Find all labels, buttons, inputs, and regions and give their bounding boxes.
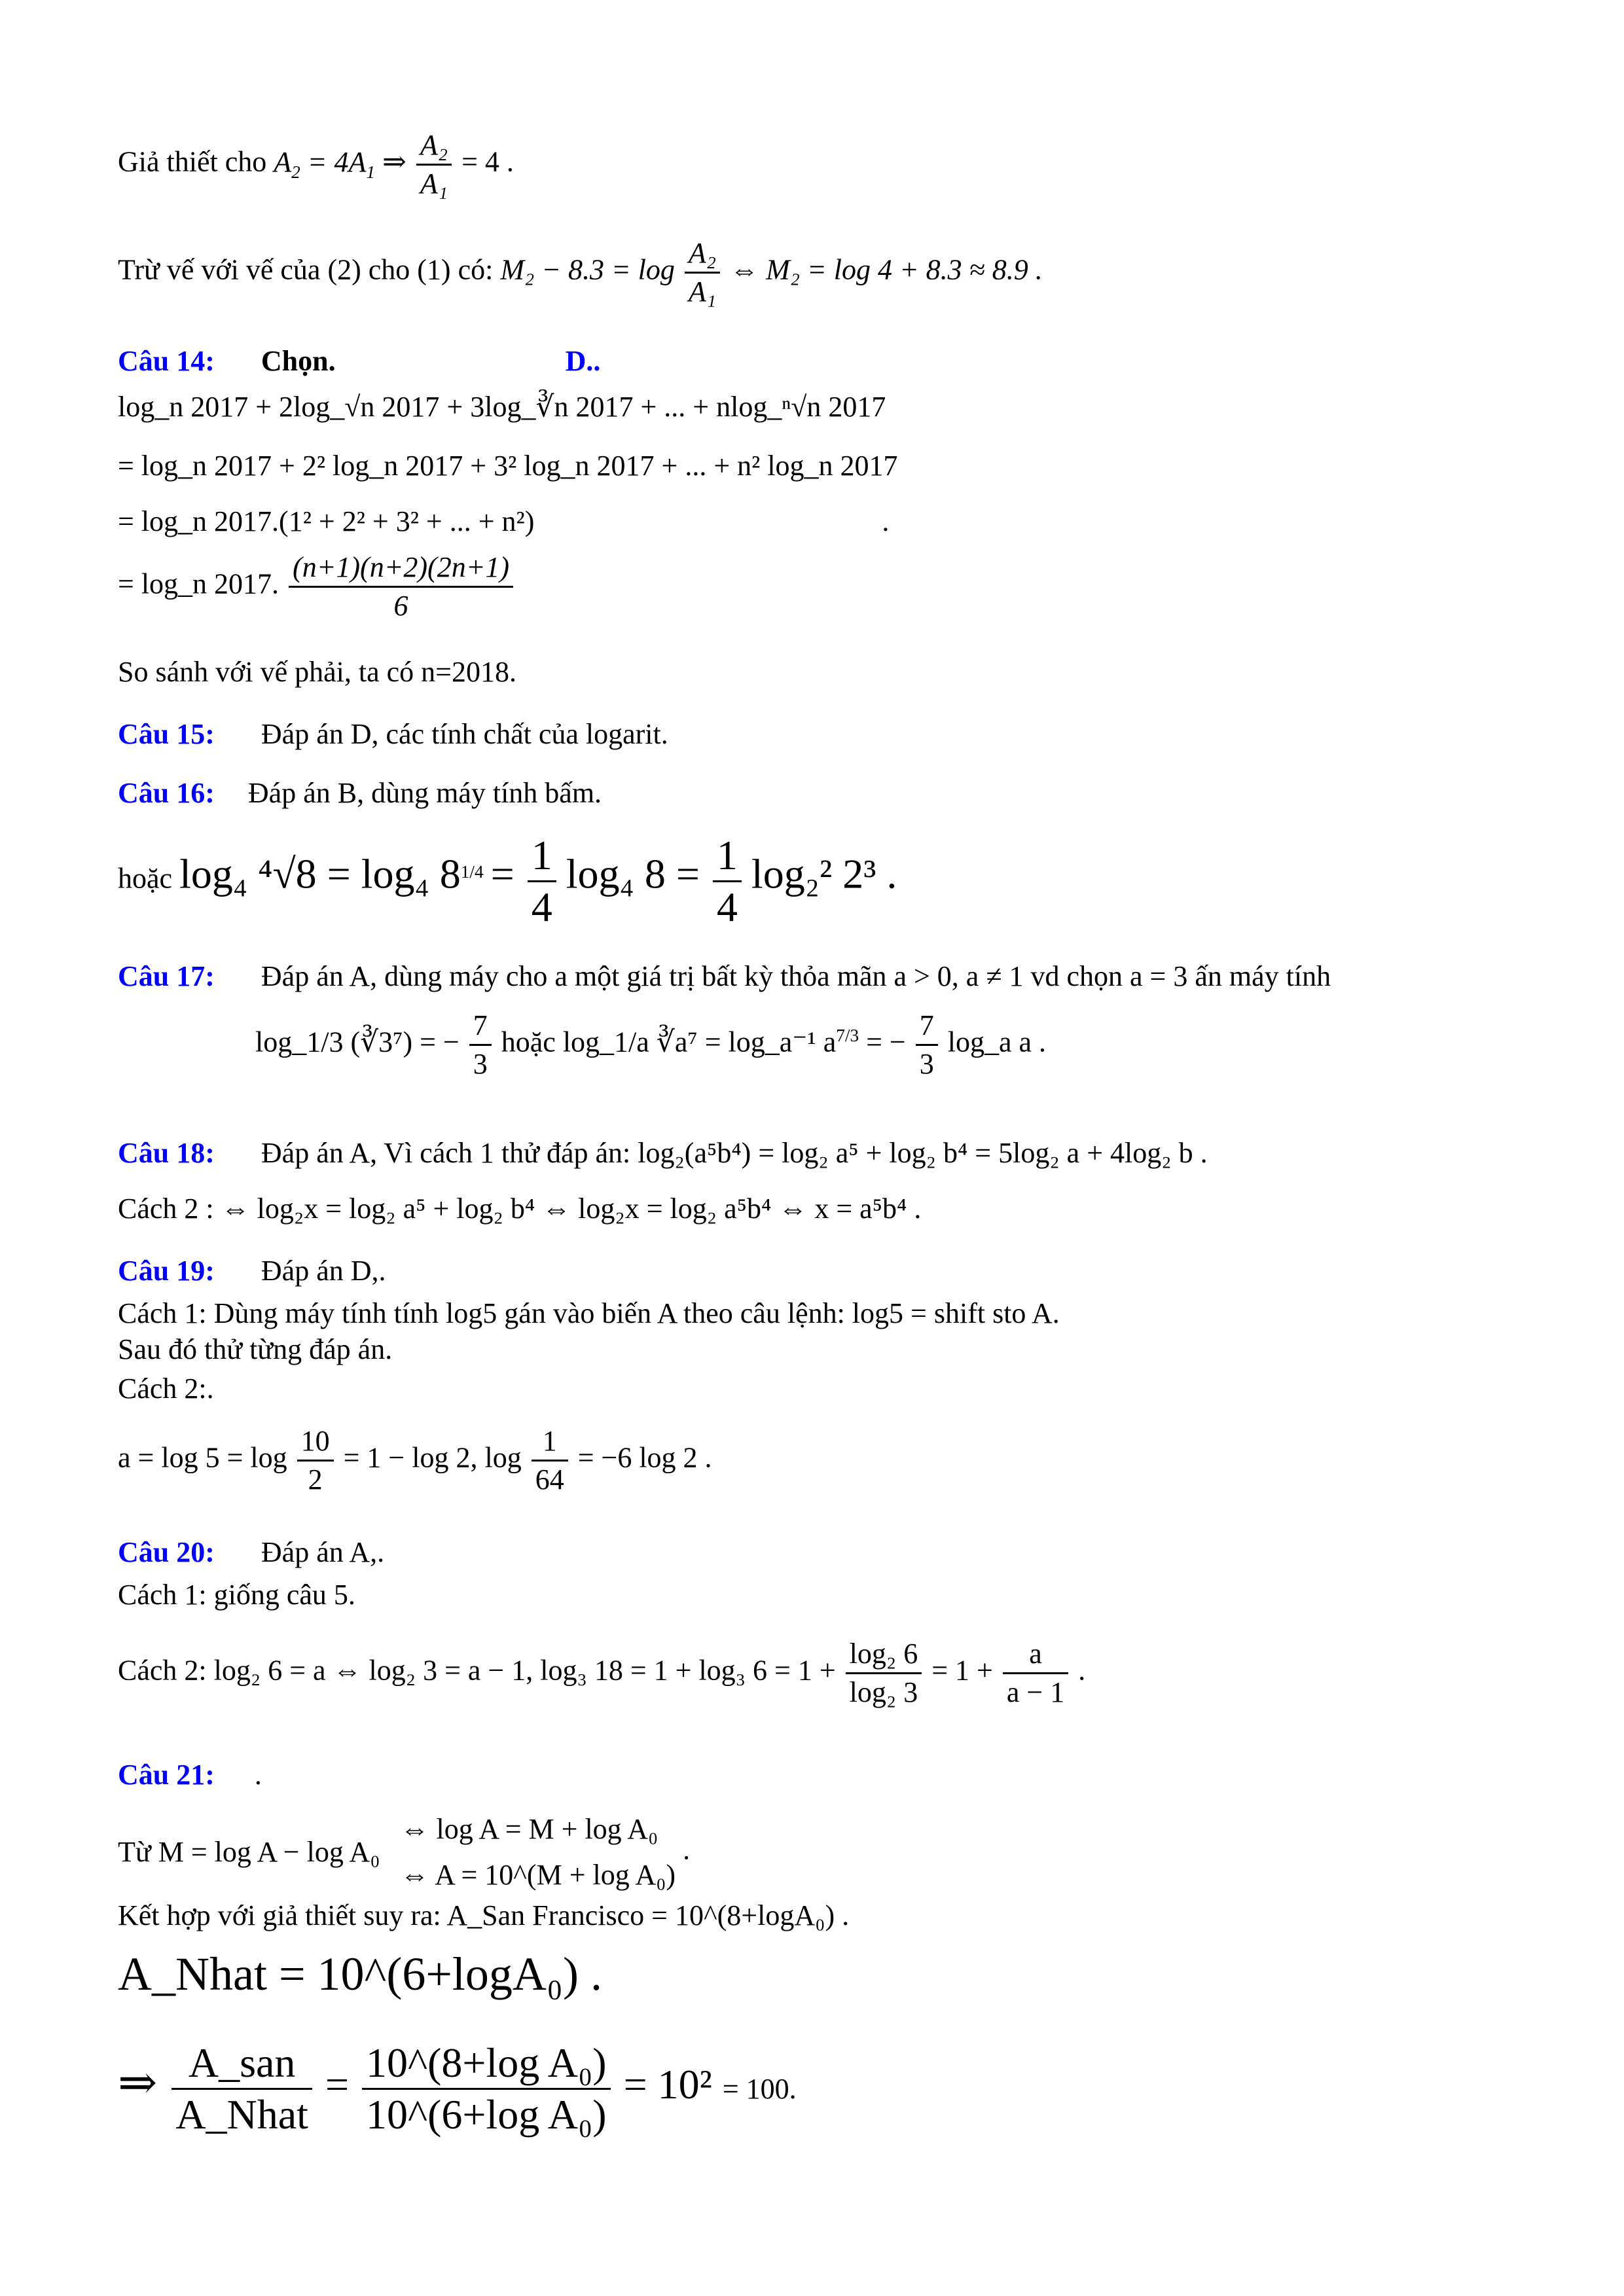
- q18-label: Câu 18:: [118, 1137, 215, 1169]
- q20-fraction-2: $\frac{a}{a - 1}$: [1003, 1640, 1068, 1707]
- q21-from: Từ M = log A − log A₀ ⇔ log A = M + log A₀ ⇔ A = 10^(M + log A₀) .: [118, 1806, 690, 1899]
- q16-text: Đáp án B, dùng máy tính bấm.: [247, 777, 602, 809]
- q16-label: Câu 16:: [118, 777, 215, 809]
- subtract-math-1: M₂ − 8.3 = log: [500, 253, 675, 286]
- q14-eq-4-fraction: $\frac{(n+1)(n+2)(2n+1)}{6}$: [289, 553, 513, 620]
- q20-line: [118, 1538, 384, 1567]
- q15-label: Câu 15:: [118, 718, 215, 750]
- q15-line: [118, 720, 668, 749]
- q15-text: Đáp án D, các tính chất của logarit.: [261, 718, 668, 750]
- q21-final-fraction-1: $\frac{\text{A\_san}}{\text{A\_Nhat}}$: [171, 2042, 312, 2136]
- given-end: = 4 .: [461, 145, 514, 178]
- q21-nhat: A_Nhat = 10^(6+logA₀) .: [118, 1948, 603, 2000]
- q18-method-2: Cách 2 : ⇔ log₂x = log₂ a⁵ + log₂ b⁴ ⇔ log₂x = log₂ a⁵b⁴ ⇔ x = a⁵b⁴ .: [118, 1193, 922, 1225]
- q21-combine: Kết hợp với giả thiết suy ra: A_San Francisco = 10^(8+logA₀) .: [118, 1899, 850, 1931]
- q14-answer: D..: [565, 345, 601, 377]
- q14-conclusion: So sánh với vế phải, ta có n=2018.: [118, 656, 516, 688]
- q19-method-2: Cách 2:.: [118, 1372, 214, 1405]
- q14-eq-1: log_n 2017 + 2log_√n 2017 + 3log_∛n 2017 + ... + nlog_ⁿ√n 2017: [118, 391, 886, 423]
- subtract-text: Trừ vế với vế của (2) cho (1) có:: [118, 253, 501, 286]
- given-arrow: ⇒: [382, 145, 414, 178]
- given-text: Giả thiết cho: [118, 145, 274, 178]
- q21-system: ⇔ log A = M + log A₀ ⇔ A = 10^(M + log A₀): [400, 1813, 676, 1892]
- q17-text: Đáp án A, dùng máy cho a một giá trị bất kỳ thỏa mãn a > 0, a ≠ 1 vd chọn a = 3 ấn máy tính: [261, 960, 1331, 992]
- subtract-fraction: $\frac{\text{A₂}}{\text{A₁}}$: [685, 239, 720, 306]
- q17-line: [118, 962, 1331, 991]
- q20-text: Đáp án A,.: [261, 1536, 385, 1568]
- q20-label: Câu 20:: [118, 1536, 215, 1568]
- q18-text: Đáp án A, Vì cách 1 thử đáp án: log₂(a⁵b⁴) = log₂ a⁵ + log₂ b⁴ = 5log₂ a + 4log₂ b .: [261, 1137, 1208, 1169]
- q17-label: Câu 17:: [118, 960, 215, 992]
- q16-fraction-2: $\frac{1}{4}$: [713, 834, 742, 928]
- q14-eq-4: = log_n 2017. $\frac{(n+1)(n+2)(2n+1)}{6}$: [118, 553, 516, 620]
- q20-fraction-1: $\frac{\text{log₂ 6}}{\text{log₂ 3}}$: [846, 1640, 922, 1707]
- q21-final: ⇒ $\frac{\text{A\_san}}{\text{A\_Nhat}}$ = $\frac{\text{10\textasciicircum{}(8+log A₀)}}{\text{10\textasciicircum{}(6+log A₀)}}$ = 10² = 100.: [118, 2039, 797, 2138]
- q21-label: Câu 21:: [118, 1759, 215, 1791]
- q20-method-1: Cách 1: giống câu 5.: [118, 1579, 355, 1611]
- q17-expression: log_1/3 (∛3⁷) = − $\frac{7}{3}$ hoặc log_1/a ∛a⁷ = log_a⁻¹ $a^{7/3}$ = − $\frac{7}{3}$ log_a a .: [255, 1009, 1047, 1080]
- q17-fraction-1: $\frac{7}{3}$: [469, 1011, 492, 1079]
- q14-label: Câu 14:: [118, 345, 215, 377]
- q21-final-fraction-2: $\frac{\text{10\textasciicircum{}(8+log A₀)}}{\text{10\textasciicircum{}(6+log A₀)}}$: [362, 2042, 611, 2136]
- q21-result: = 100.: [722, 2073, 797, 2106]
- q19-line: [118, 1257, 386, 1285]
- given-line: [118, 131, 514, 198]
- q14-header: [118, 347, 600, 376]
- q19-fraction-1: $\frac{10}{2}$: [297, 1427, 334, 1494]
- given-fraction: $\frac{\text{A₂}}{\text{A₁}}$: [416, 131, 452, 198]
- q16-expression: hoặc log₄ ⁴√8 = log₄ $8^{1/4}$ = $\frac{1}{4}$ log₄ 8 = $\frac{1}{4}$ log₂² 2³ .: [118, 832, 897, 930]
- q14-choose: Chọn.: [261, 345, 336, 377]
- q19-expression: a = log 5 = log $\frac{10}{2}$ = 1 − log 2, log $\frac{1}{64}$ = −6 log 2 .: [118, 1425, 712, 1496]
- q17-fraction-2: $\frac{7}{3}$: [916, 1011, 938, 1079]
- q18-line: [118, 1139, 1208, 1168]
- q16-fraction-1: $\frac{1}{4}$: [528, 834, 556, 928]
- q19-method-1: Cách 1: Dùng máy tính tính log5 gán vào biến A theo câu lệnh: log5 = shift sto A.: [118, 1297, 1060, 1329]
- subtract-line: [118, 239, 1043, 306]
- q19-then: Sau đó thử từng đáp án.: [118, 1333, 393, 1365]
- subtract-math-2: ⇔ M₂ = log 4 + 8.3 ≈ 8.9 .: [730, 253, 1043, 286]
- q14-eq-2: = log_n 2017 + 2² log_n 2017 + 3² log_n 2017 + ... + n² log_n 2017: [118, 450, 898, 482]
- q20-method-2: Cách 2: log₂ 6 = a ⇔ log₂ 3 = a − 1, log₃ 18 = 1 + log₃ 6 = 1 + $\frac{\text{log₂ 6}}{\text{log₂ 3}}$ = 1 + $\frac{a}{a - 1}$ .: [118, 1638, 1086, 1708]
- given-math: $A_2 = 4A_1$: [274, 145, 376, 182]
- q21-line: Câu 21: .: [118, 1759, 262, 1791]
- q16-line: [118, 779, 602, 808]
- q14-eq-3: = log_n 2017.(1² + 2² + 3² + ... + n²) .: [118, 505, 890, 537]
- q19-fraction-2: $\frac{1}{64}$: [532, 1427, 568, 1494]
- q19-text: Đáp án D,.: [261, 1255, 386, 1287]
- q19-label: Câu 19:: [118, 1255, 215, 1287]
